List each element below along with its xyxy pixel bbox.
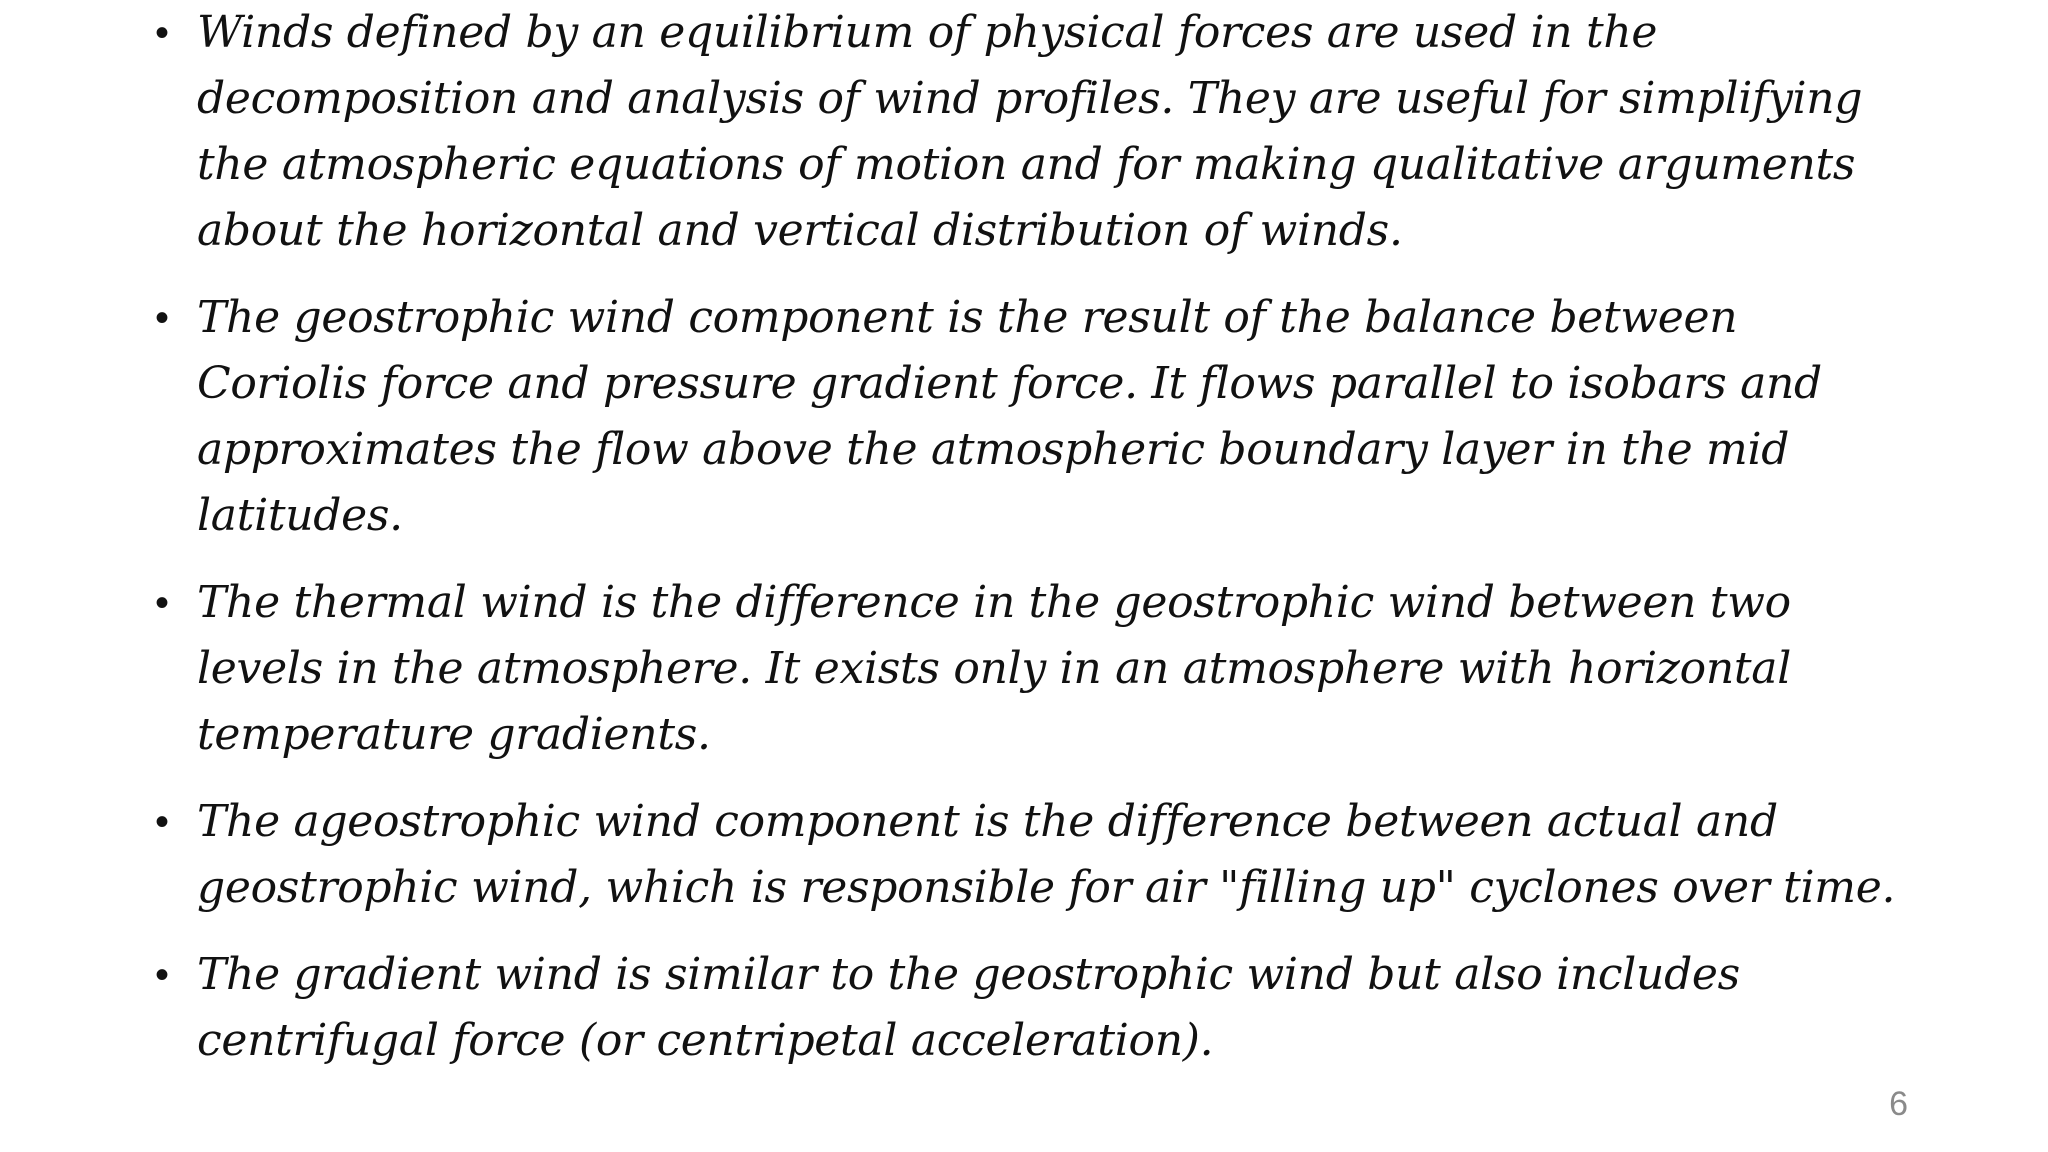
bullet-list [155,0,1915,1095]
bullet-text: Winds defined by an equilibrium of physical forces are used in the decomposition and analysis of wind profiles. They are useful for simplifying the atmospheric equations of motion and for making qualitative arguments about the horizontal and vertical distribution of winds. [197,7,1863,256]
bullet-geostrophic-wind [155,285,1915,549]
bullet-text: The ageostrophic wind component is the difference between actual and geostrophic wind, which is responsible for air "filling up" cyclones over time. [197,796,1896,913]
bullet-text-before: The thermal wind is the [197,577,736,628]
bullet-ageostrophic-wind [155,789,1915,921]
bullet-text: The gradient wind is similar to the geostrophic wind but also includes centrifugal force (or centripetal acceleration). [197,949,1740,1066]
bullet-gradient-wind [155,942,1915,1074]
emphasized-word: difference [735,577,960,628]
bullet-thermal-wind [155,570,1915,768]
page-number: 6 [1889,1085,1908,1123]
bullet-text: The geostrophic wind component is the result of the balance between Coriolis force and pressure gradient force. It flows parallel to isobars and approximates the flow above the atmospheric boundary layer in the mid latitudes. [197,292,1822,541]
bullet-text-after: in the geostrophic wind between two levels in the atmosphere. It exists only in an atmosphere with horizontal temperature gradients. [197,577,1791,760]
bullet-equilibrium-winds [155,0,1915,264]
